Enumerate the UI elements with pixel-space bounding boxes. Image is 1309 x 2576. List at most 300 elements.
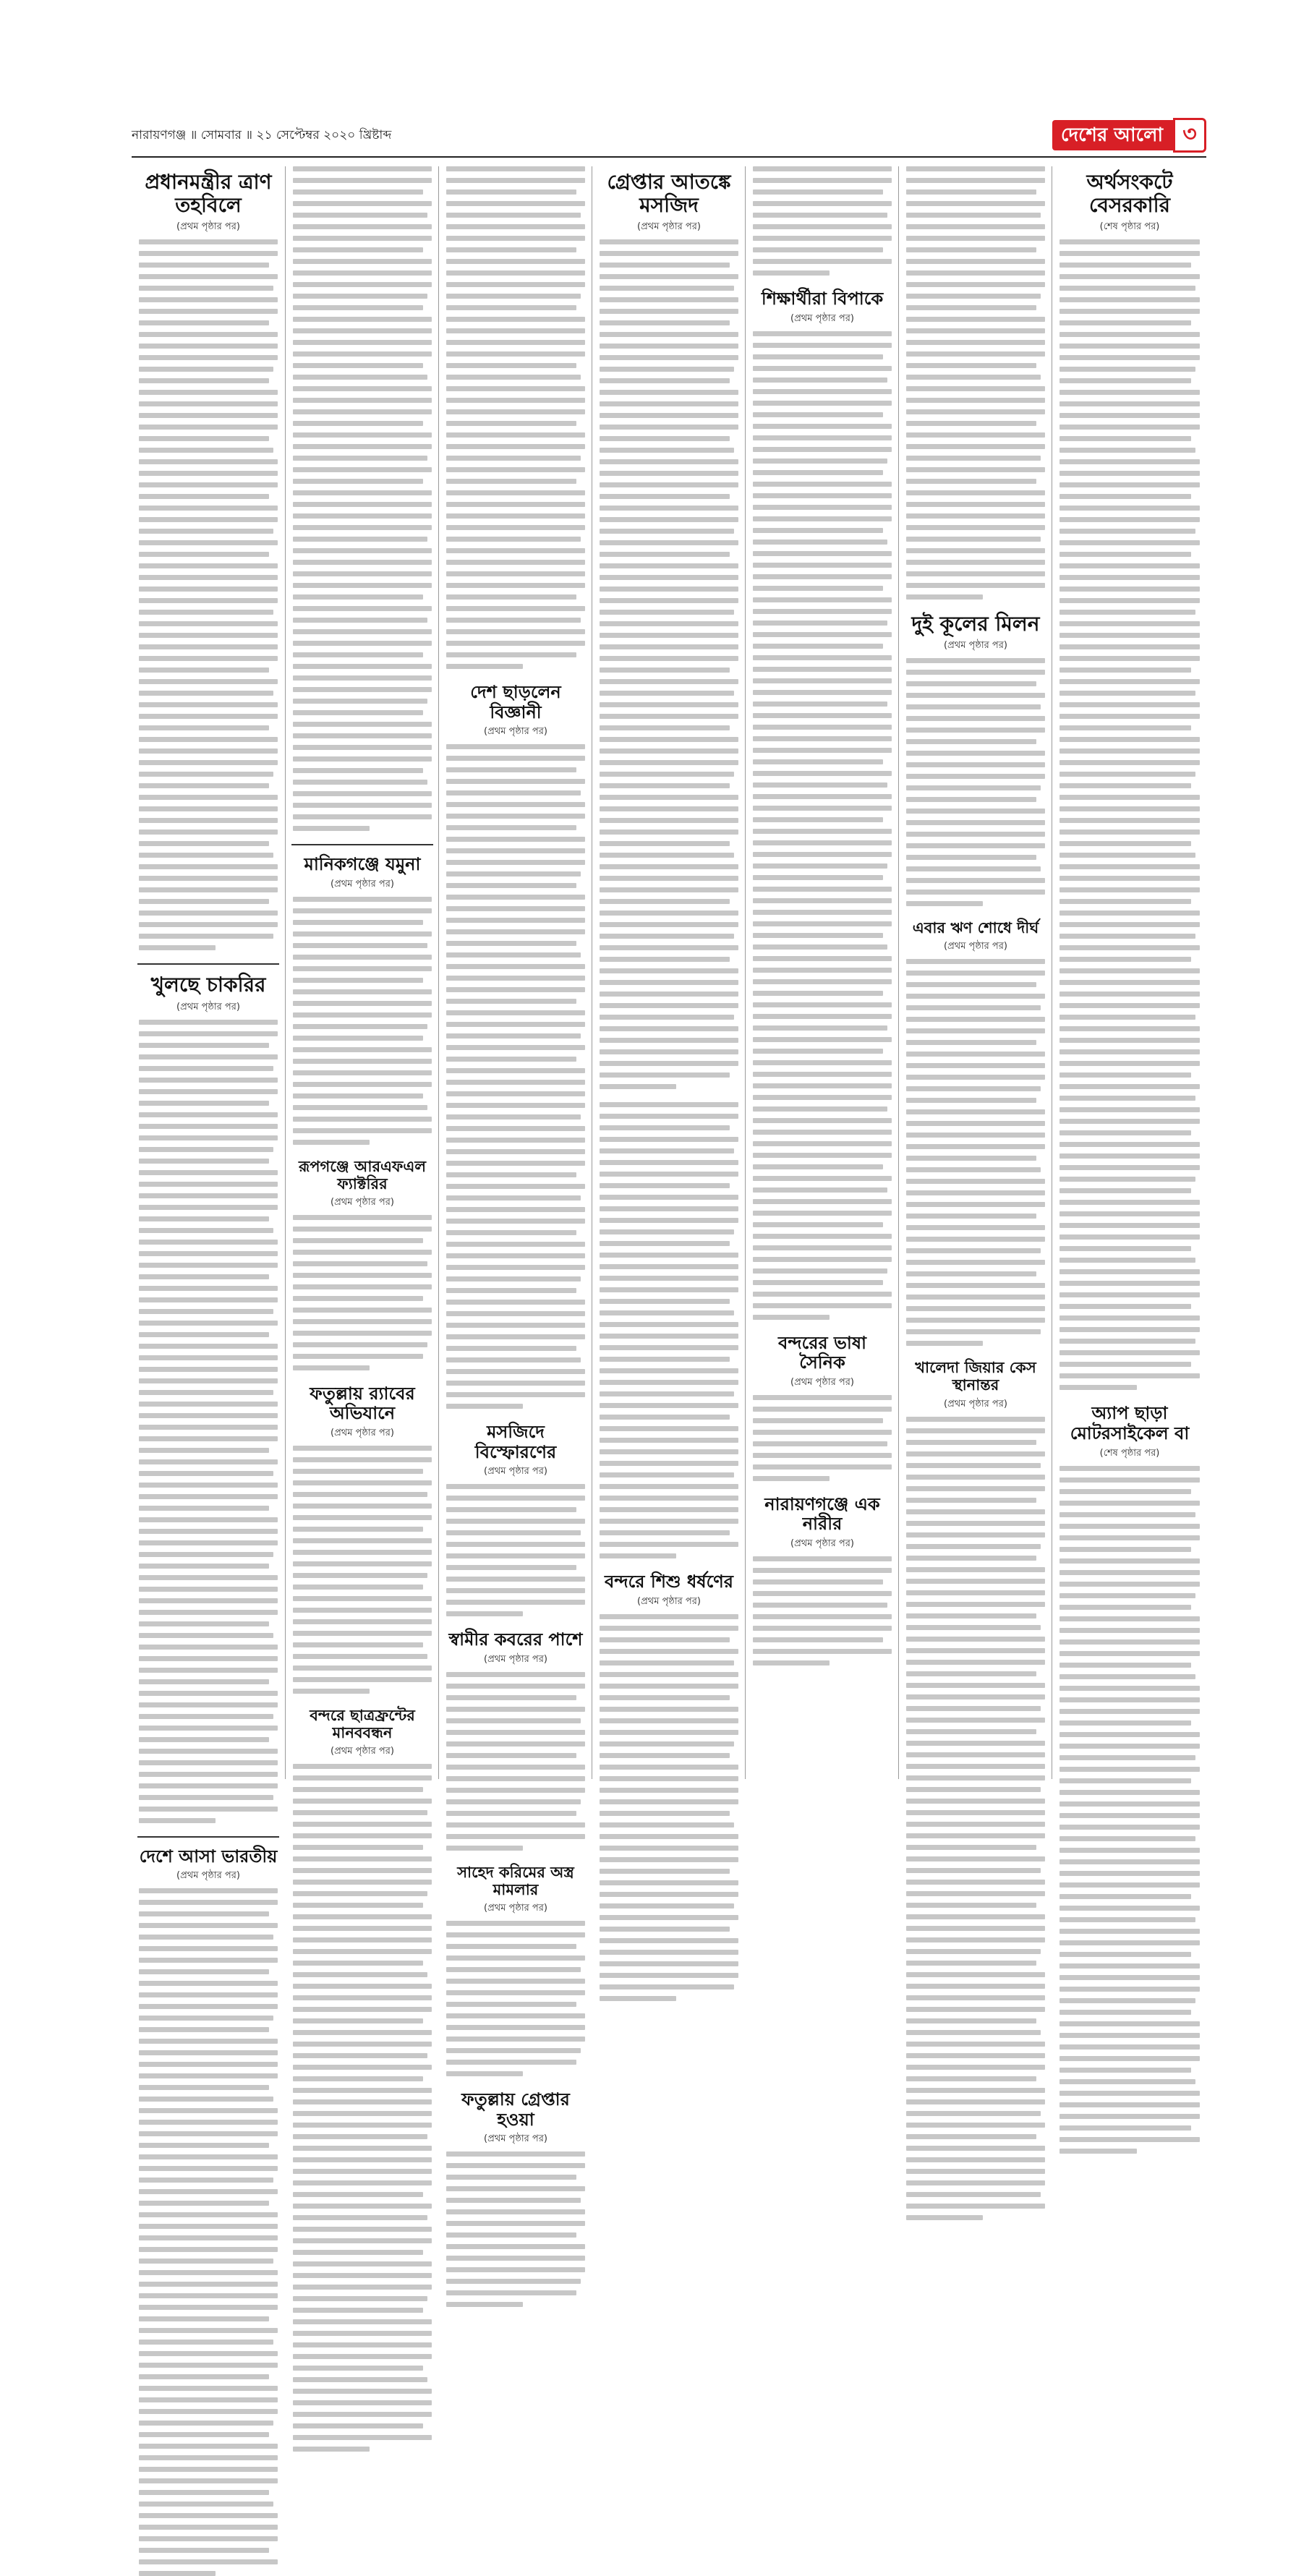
text-line [1059, 1223, 1200, 1228]
text-line [753, 331, 892, 336]
text-line [906, 2134, 1036, 2139]
text-line [293, 409, 432, 414]
text-line [753, 401, 892, 406]
text-line [139, 1981, 278, 1986]
text-line [600, 378, 730, 383]
text-line [600, 297, 738, 302]
body-text [139, 1020, 278, 1823]
text-line [293, 1880, 432, 1885]
text-line [906, 178, 1045, 183]
text-line [293, 1810, 427, 1815]
text-line [600, 1765, 738, 1770]
text-line [293, 328, 432, 333]
text-line [293, 2331, 432, 2336]
text-line [139, 1216, 269, 1221]
continued-label: (প্রথম পৃষ্ঠার পর) [484, 2133, 547, 2145]
text-line [139, 1413, 278, 1418]
text-line [139, 1448, 269, 1453]
text-line [600, 656, 738, 661]
text-line [906, 560, 1045, 565]
text-line [600, 1241, 730, 1246]
text-line [139, 378, 269, 383]
text-line [906, 1075, 1045, 1080]
text-line [1059, 1477, 1200, 1483]
text-line [293, 1961, 423, 1966]
text-line [600, 1614, 738, 1619]
text-line [906, 1845, 1036, 1850]
text-line [139, 1367, 278, 1372]
text-line [139, 1378, 278, 1383]
text-line [293, 710, 423, 715]
text-line [293, 897, 432, 902]
text-line [446, 467, 585, 472]
continued-label: (প্রথম পৃষ্ঠার পর) [484, 1466, 547, 1477]
text-line [906, 1625, 1041, 1630]
text-line [446, 1799, 581, 1804]
text-line [600, 1195, 738, 1200]
text-line [753, 620, 887, 626]
text-line [753, 224, 892, 229]
text-line [139, 2386, 278, 2391]
text-line [139, 1251, 278, 1256]
text-line [1059, 644, 1200, 649]
text-line [600, 587, 738, 592]
text-line [1059, 876, 1200, 881]
body-text [753, 1556, 892, 1666]
text-line [906, 762, 1045, 767]
text-line [600, 1776, 738, 1781]
text-line [139, 367, 273, 372]
text-line [139, 1610, 278, 1615]
story-fatullah-arrest [446, 2089, 585, 2307]
text-line [293, 1856, 432, 1861]
text-line [1059, 691, 1195, 696]
text-line [139, 1390, 273, 1395]
masthead-logo: দেশের আলো [1052, 120, 1173, 150]
text-line [753, 991, 883, 996]
story-language [753, 1333, 892, 1481]
text-line [139, 471, 278, 476]
text-line [139, 390, 278, 395]
text-line [139, 1923, 278, 1928]
text-line [600, 1438, 738, 1443]
text-line [1059, 1929, 1200, 1934]
text-line [600, 1061, 738, 1066]
text-line [1059, 2033, 1200, 2038]
text-line [139, 286, 273, 291]
text-line [446, 1519, 585, 1524]
text-line [446, 802, 585, 807]
text-line [1059, 401, 1200, 406]
text-line [446, 363, 576, 368]
text-line [446, 1834, 585, 1839]
text-line [1059, 297, 1200, 302]
text-line [753, 1211, 892, 1216]
text-line [906, 259, 1045, 264]
text-line [446, 2060, 576, 2065]
text-line [600, 1695, 730, 1700]
text-line [600, 1391, 734, 1396]
text-line [600, 668, 730, 673]
text-line [139, 413, 278, 418]
text-line [446, 1753, 576, 1758]
text-line [139, 1587, 278, 1592]
text-line [1059, 344, 1200, 349]
text-line [293, 1105, 427, 1110]
text-line [446, 767, 576, 772]
text-line [139, 2305, 278, 2310]
text-line [446, 189, 576, 195]
text-line [139, 2397, 278, 2402]
text-line [293, 2180, 432, 2185]
text-line [600, 621, 738, 626]
text-line [293, 2250, 423, 2255]
story-saheb [446, 1864, 585, 2076]
text-line [446, 1404, 523, 1409]
text-line [906, 1775, 1045, 1780]
text-line [139, 1471, 273, 1476]
text-line [906, 1144, 1045, 1149]
text-line [1059, 1373, 1200, 1378]
text-line [600, 795, 738, 800]
text-line [600, 610, 734, 615]
text-line [446, 1311, 585, 1316]
text-line [1059, 887, 1200, 892]
text-line [139, 1135, 278, 1140]
text-line [600, 517, 738, 522]
text-line [446, 1672, 585, 1677]
text-line [293, 955, 432, 960]
text-line [600, 818, 738, 823]
column-7 [1052, 166, 1207, 1779]
text-line [600, 1449, 738, 1454]
body-text [446, 1484, 585, 1616]
text-line [139, 1737, 269, 1742]
text-line [139, 1020, 278, 1025]
text-line [1059, 1906, 1200, 1911]
text-line [600, 1322, 738, 1327]
text-line [906, 1202, 1045, 1207]
text-line [1059, 621, 1200, 626]
text-line [446, 490, 585, 495]
text-line [446, 247, 576, 252]
text-line [600, 980, 738, 985]
text-line [906, 866, 1041, 871]
body-text [753, 166, 892, 276]
body-text [446, 1921, 585, 2076]
text-line [753, 1430, 892, 1435]
text-line [753, 1199, 892, 1204]
text-line [446, 976, 585, 981]
text-line [1059, 239, 1200, 244]
text-line [906, 2157, 1045, 2162]
text-line [293, 525, 432, 530]
text-line [600, 1915, 738, 1920]
text-line [139, 1054, 278, 1059]
text-line [1059, 1327, 1200, 1332]
text-line [906, 1260, 1045, 1265]
text-line [446, 317, 585, 322]
text-line [1059, 1801, 1200, 1807]
text-line [906, 1463, 1041, 1468]
body-text [139, 1888, 278, 2576]
text-line [600, 355, 738, 360]
story-mosque-cont [753, 166, 892, 276]
text-line [139, 2351, 278, 2356]
text-line [600, 1357, 730, 1362]
text-line [139, 2212, 278, 2217]
text-line [1059, 633, 1200, 638]
text-line [446, 1484, 585, 1489]
text-line [1059, 714, 1200, 719]
text-line [753, 748, 892, 753]
text-line [1059, 1269, 1200, 1274]
text-line [753, 956, 892, 961]
text-line [753, 528, 883, 533]
text-line [139, 1263, 278, 1268]
text-line [293, 189, 423, 195]
text-line [753, 1083, 892, 1088]
text-line [293, 386, 432, 391]
text-line [600, 1038, 738, 1043]
text-line [446, 2175, 576, 2180]
story-loan [906, 919, 1045, 1346]
text-line [293, 1059, 432, 1064]
text-line [753, 829, 892, 834]
text-line [293, 652, 423, 657]
column-5 [745, 166, 899, 1779]
text-line [906, 1498, 1036, 1503]
text-line [753, 1579, 883, 1585]
article-columns [132, 166, 1206, 2145]
text-line [293, 2169, 432, 2174]
text-line [906, 855, 1036, 860]
text-line [139, 529, 273, 534]
text-line [1059, 1385, 1137, 1390]
text-line [139, 1506, 269, 1511]
text-line [293, 1984, 432, 1989]
text-line [600, 864, 738, 869]
text-line [293, 2412, 432, 2417]
text-line [906, 1880, 1045, 1885]
text-line [600, 783, 730, 788]
column-4 [592, 166, 746, 1779]
text-line [293, 1891, 427, 1896]
text-line [293, 1608, 432, 1613]
text-line [600, 1799, 738, 1804]
text-line [446, 398, 585, 403]
text-line [906, 2018, 1036, 2023]
text-line [139, 309, 278, 314]
text-line [906, 785, 1041, 790]
text-line [139, 1656, 278, 1661]
text-line [753, 539, 887, 545]
text-line [906, 444, 1045, 449]
body-text [293, 166, 432, 831]
text-line [1059, 829, 1200, 835]
text-line [139, 772, 273, 777]
text-line [906, 658, 1045, 663]
text-line [1059, 506, 1200, 511]
text-line [753, 366, 892, 371]
text-line [293, 1972, 427, 1977]
text-line [293, 1365, 370, 1370]
text-line [446, 525, 585, 530]
body-text [446, 744, 585, 1409]
text-line [906, 201, 1045, 206]
text-line [139, 2525, 278, 2530]
text-line [293, 814, 432, 819]
text-line [1059, 957, 1191, 962]
text-line [1059, 598, 1200, 603]
text-line [1059, 494, 1191, 499]
text-line [1059, 1165, 1200, 1170]
body-text [446, 1672, 585, 1851]
text-line [600, 471, 738, 476]
text-line [446, 1357, 581, 1362]
text-line [446, 941, 576, 946]
text-line [446, 2025, 585, 2030]
text-line [293, 1036, 423, 1041]
text-line [600, 1637, 730, 1642]
headline-jamuna: মানিকগঞ্জে যমুনা [304, 853, 421, 874]
text-line [1059, 1859, 1200, 1864]
text-line [906, 1972, 1045, 1977]
text-line [753, 632, 892, 637]
text-line [293, 1764, 432, 1769]
text-line [1059, 899, 1191, 904]
text-line [293, 2146, 432, 2151]
story-blast-cont [600, 1102, 738, 1558]
text-line [446, 1253, 585, 1258]
text-line [1059, 448, 1195, 453]
text-line [446, 1979, 585, 1984]
text-line [139, 2328, 278, 2333]
text-line [139, 853, 273, 858]
text-line [906, 1271, 1036, 1276]
text-line [139, 2502, 273, 2507]
text-line [906, 2123, 1045, 2128]
text-line [139, 320, 269, 325]
text-line [753, 1153, 892, 1158]
story-scientist [446, 682, 585, 1409]
text-line [1059, 1315, 1200, 1321]
text-line [446, 583, 585, 588]
text-line [1059, 1616, 1200, 1621]
text-line [906, 2053, 1045, 2058]
text-line [753, 1280, 883, 1285]
text-line [600, 1380, 738, 1385]
text-line [139, 563, 278, 568]
text-line [293, 1787, 423, 1792]
text-line [1059, 2091, 1200, 2096]
story-hazard [906, 1359, 1045, 2219]
text-line [446, 2071, 523, 2076]
text-line [446, 1091, 585, 1096]
story-rupganj [293, 1158, 432, 1370]
text-line [446, 2209, 585, 2214]
text-line [906, 1856, 1045, 1861]
text-line [906, 1937, 1045, 1942]
text-line [1059, 1709, 1200, 1714]
text-line [139, 2224, 278, 2229]
text-line [139, 806, 278, 811]
text-line [139, 818, 278, 823]
text-line [753, 806, 892, 811]
text-line [600, 887, 738, 892]
text-line [293, 1573, 427, 1578]
headline-woman: নারায়ণগঞ্জে এক নারীর [764, 1493, 880, 1535]
text-line [446, 790, 581, 796]
text-line [906, 583, 1045, 588]
text-line [1059, 968, 1200, 973]
text-line [600, 251, 738, 256]
text-line [139, 2409, 278, 2414]
text-line [139, 1691, 278, 1696]
text-line [139, 598, 278, 603]
text-line [753, 247, 883, 252]
text-line [600, 968, 738, 973]
text-line [600, 829, 738, 835]
text-line [753, 1095, 892, 1100]
story-jamuna [293, 854, 432, 1145]
text-line [753, 435, 892, 440]
text-line [600, 448, 734, 453]
text-line [293, 2227, 432, 2232]
continued-label: (প্রথম পৃষ্ঠার পর) [484, 1903, 547, 1914]
text-line [600, 1788, 738, 1793]
text-line [446, 1695, 576, 1700]
text-line [139, 436, 269, 441]
text-line [1059, 749, 1200, 754]
text-line [600, 598, 738, 603]
text-line [1059, 2044, 1200, 2050]
text-line [906, 751, 1045, 756]
text-line [293, 317, 432, 322]
text-line [906, 1868, 1041, 1873]
text-line [600, 1530, 730, 1535]
text-line [600, 945, 738, 950]
text-line [753, 166, 892, 171]
text-line [139, 1147, 273, 1152]
text-line [1059, 1952, 1191, 1957]
text-line [446, 1068, 585, 1073]
text-line [1059, 1744, 1200, 1749]
text-line [753, 678, 892, 683]
text-line [1059, 367, 1195, 372]
text-line [293, 375, 427, 380]
body-text [293, 1215, 432, 1370]
column-1 [132, 166, 285, 1882]
text-line [446, 375, 581, 380]
text-line [293, 1457, 432, 1462]
text-line [446, 1577, 585, 1582]
text-line [139, 2548, 269, 2553]
text-line [293, 548, 432, 553]
text-line [1059, 1107, 1200, 1112]
text-line [906, 1660, 1045, 1665]
text-line [446, 1741, 585, 1747]
text-line [906, 375, 1041, 380]
text-line [446, 1530, 581, 1535]
text-line [1059, 783, 1191, 788]
text-line [906, 1475, 1045, 1480]
headline-mosque: গ্রেপ্তার আতঙ্কে মসজিদ [607, 170, 731, 218]
text-line [446, 560, 585, 565]
text-line [446, 1496, 585, 1501]
text-line [600, 725, 730, 730]
text-line [906, 820, 1045, 825]
